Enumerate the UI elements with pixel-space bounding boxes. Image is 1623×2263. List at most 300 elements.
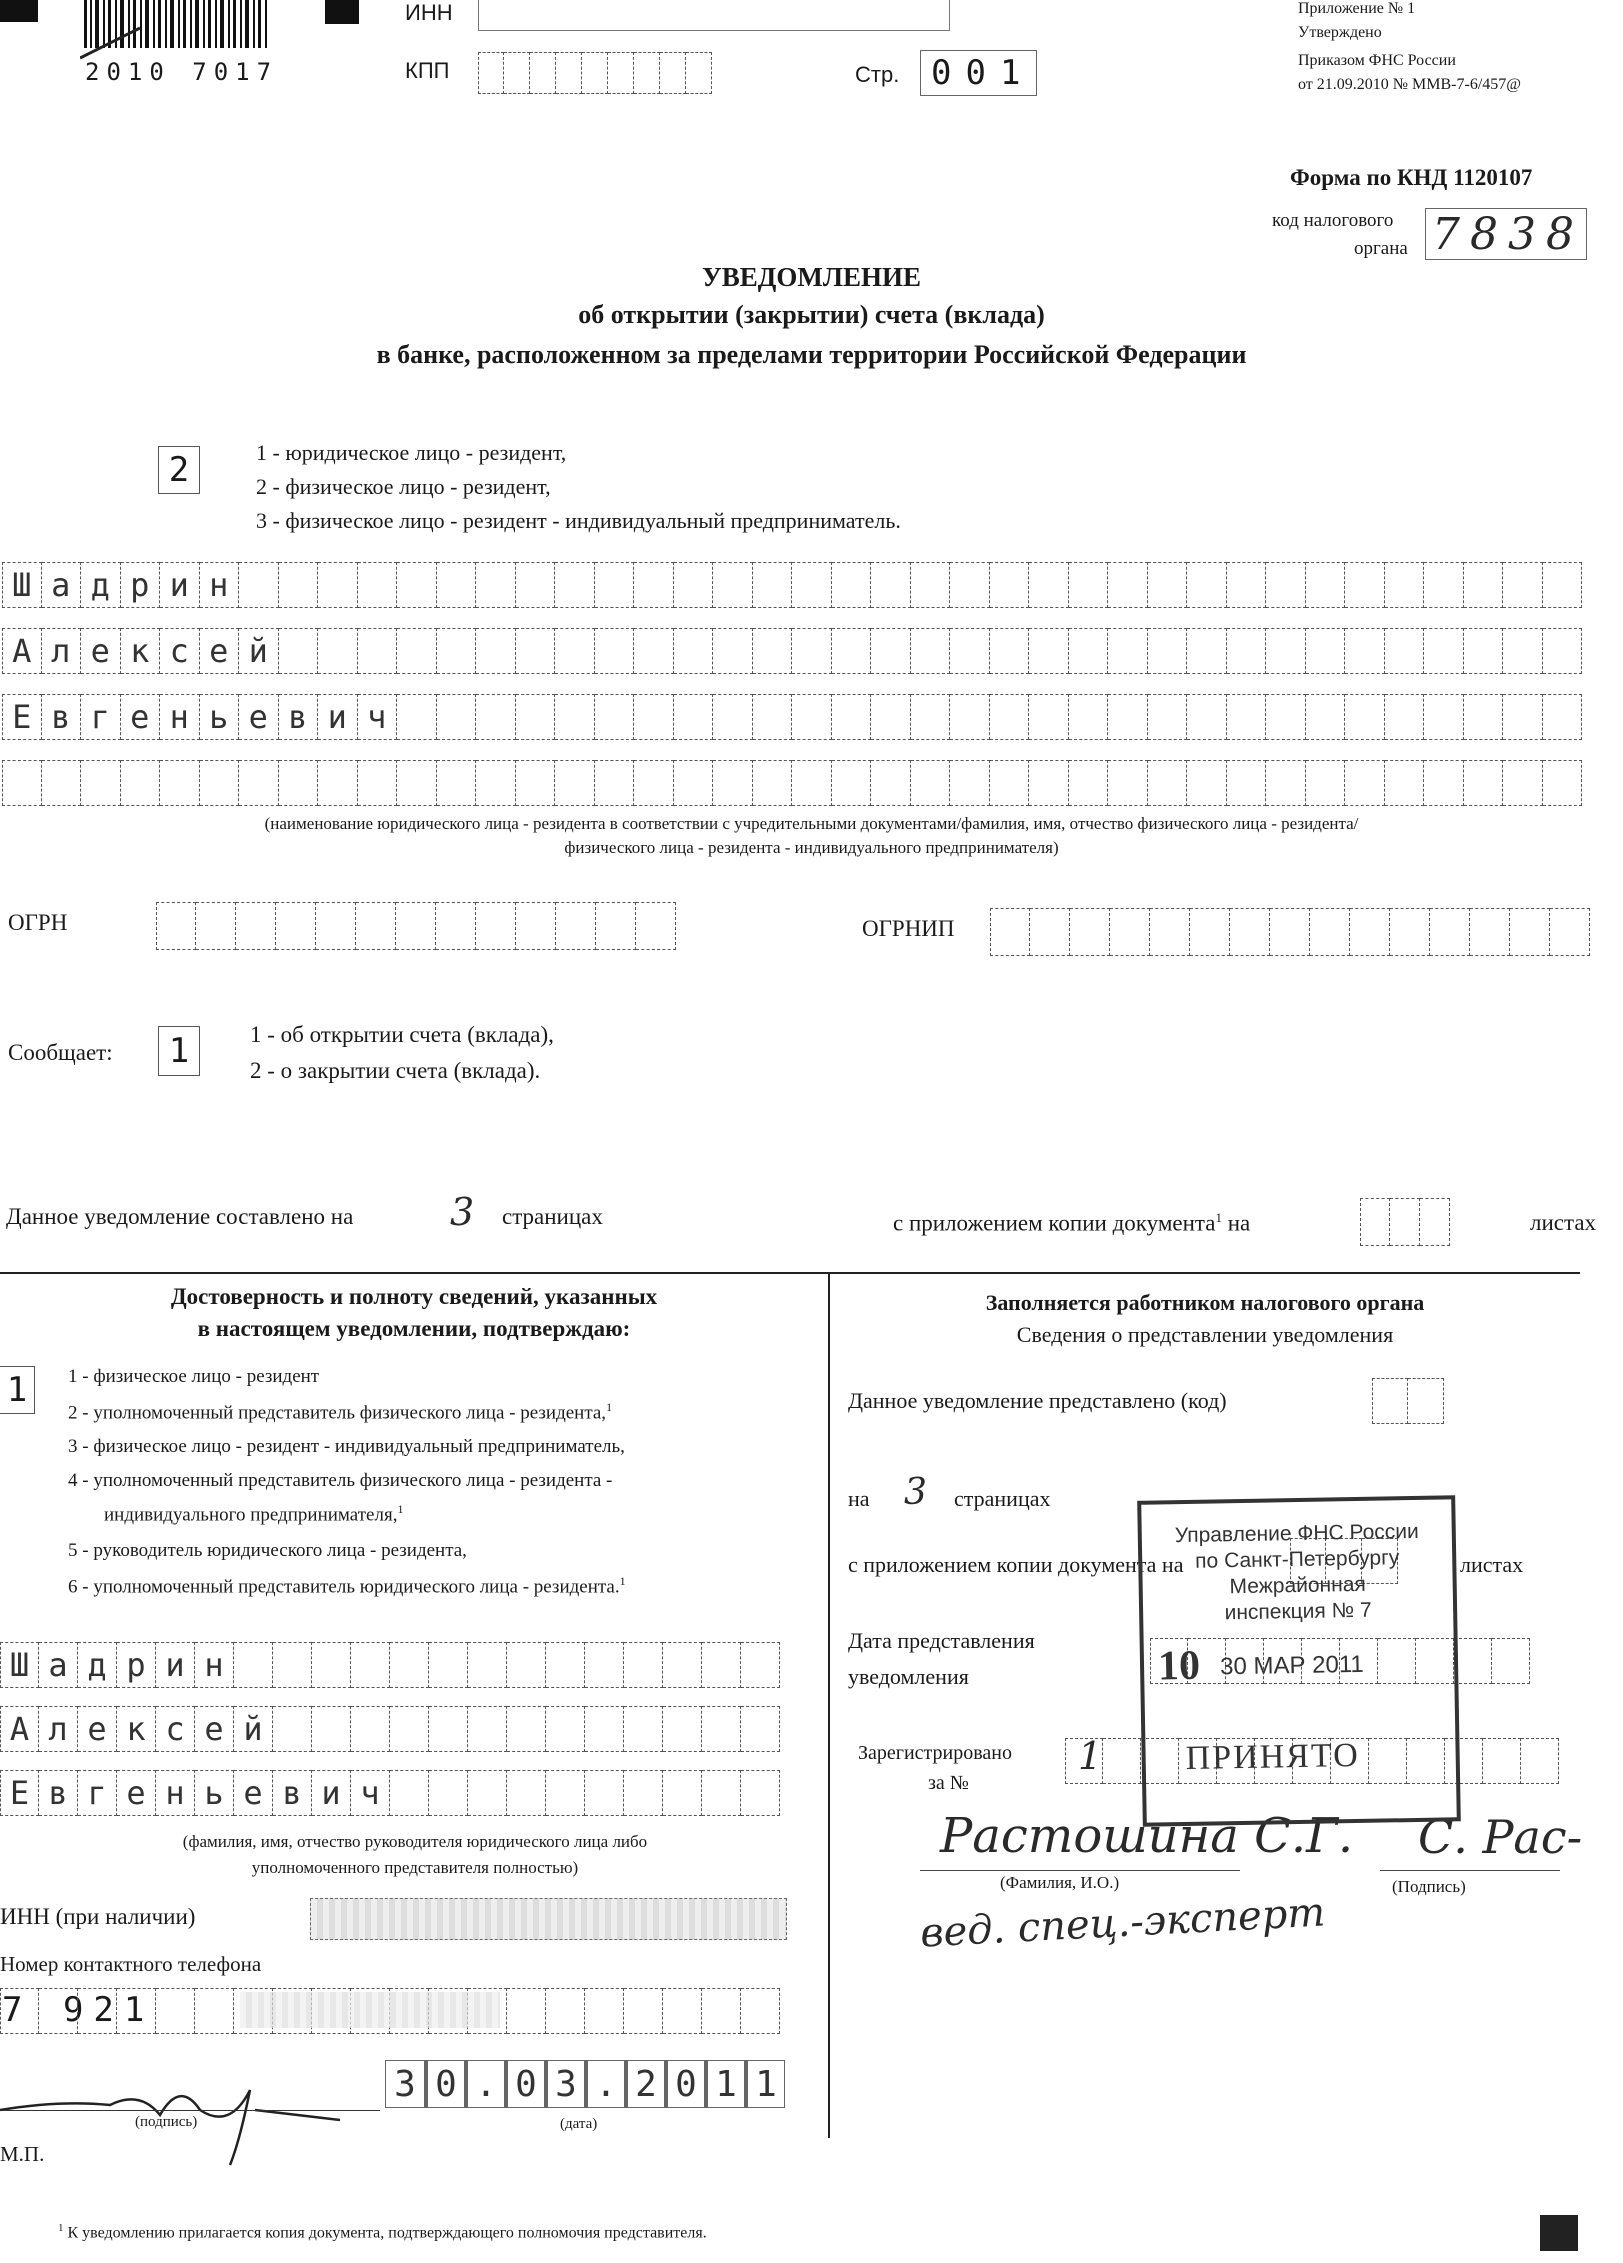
confirm-name-row-cell: [546, 1706, 585, 1752]
phone-cell: [117, 1988, 156, 2034]
name-row-cell: [871, 694, 911, 740]
tax-office-reg-value[interactable]: 1: [1078, 1734, 1103, 1778]
ogrn-cell: [276, 902, 316, 950]
name-row-cell: [713, 562, 753, 608]
stamp-line-4: инспекция № 7: [1224, 1598, 1372, 1625]
ogrn-cell: [316, 902, 356, 950]
name-row-cell: [1385, 628, 1425, 674]
confirm-option-4: 4 - уполномоченный представитель физического лица - резидента -: [68, 1470, 613, 1491]
attach-sheets-field[interactable]: [1360, 1198, 1450, 1246]
name-row-cell: [753, 760, 793, 806]
confirm-name-row-cell: [351, 1642, 390, 1688]
pages-value[interactable]: 3: [450, 1190, 475, 1234]
tax-office-fio-caption: (Фамилия, И.О.): [1000, 1873, 1120, 1892]
name-row-cell: [911, 694, 951, 740]
confirm-option-6-sup: 1: [619, 1574, 626, 1588]
confirm-option-4b: [104, 1502, 403, 1526]
date-cell: 2: [625, 2060, 665, 2108]
tax-office-reg-label-1: Зарегистрировано: [858, 1742, 1013, 1764]
confirm-name-row-cell: н: [156, 1770, 195, 1816]
confirm-name-row-cell: [663, 1642, 702, 1688]
confirm-option-6-text: 6 - уполномоченный представитель юридического лица - резидента.: [68, 1576, 620, 1598]
fio-caption-2: уполномоченного представителя полностью): [251, 1858, 579, 1877]
confirm-option-4b-text: индивидуального предпринимателя,: [104, 1504, 398, 1526]
phone-label: Номер контактного телефона: [0, 1952, 262, 1976]
confirm-name-row-cell: и: [156, 1642, 195, 1688]
name-row[interactable]: [2, 628, 1582, 674]
name-row-cell: [358, 628, 398, 674]
name-row-cell: [239, 760, 279, 806]
name-row-cell: [2, 760, 42, 806]
ogrnip-cell: [1030, 908, 1070, 956]
name-row-cell: [1503, 562, 1543, 608]
name-row-cell: [911, 628, 951, 674]
ogrnip-cell: [1350, 908, 1390, 956]
name-row-cell: [1266, 760, 1306, 806]
date-cell: .: [585, 2060, 625, 2108]
name-row-cell: [792, 694, 832, 740]
name-row-cell: [990, 760, 1030, 806]
name-row-cell: [990, 694, 1030, 740]
ogrnip-cell: [990, 908, 1030, 956]
signature-caption: (подпись): [135, 2114, 198, 2130]
ogrn-cell: [436, 902, 476, 950]
confirm-name-row-cell: [663, 1770, 702, 1816]
name-row-cell: [1424, 562, 1464, 608]
ogrn-cell: [156, 902, 196, 950]
stamp-line-2: по Санкт-Петербургу: [1194, 1546, 1400, 1573]
kpp-field[interactable]: [478, 52, 712, 94]
phone-cell: [195, 1988, 234, 2034]
ogrn-cell: [596, 902, 636, 950]
confirm-option-5: 5 - руководитель юридического лица - резидента,: [68, 1540, 467, 1561]
ogrn-cell: [196, 902, 236, 950]
name-row-cell: [1148, 562, 1188, 608]
tax-date-cell: [1492, 1638, 1530, 1684]
date-cell: 1: [705, 2060, 745, 2108]
name-row-cell: [950, 760, 990, 806]
name-row-cell: [279, 628, 319, 674]
tax-office-fio-line: [920, 1870, 1240, 1871]
confirm-name-row-cell: к: [117, 1706, 156, 1752]
form-code: Форма по КНД 1120107: [1290, 165, 1533, 190]
name-row-cell: [634, 694, 674, 740]
stamp-line-1: Управление ФНС России: [1174, 1519, 1419, 1548]
confirm-name-row-cell: е: [78, 1706, 117, 1752]
phone-redacted: [240, 1992, 500, 2028]
inn-label: ИНН: [405, 0, 453, 25]
barcode-bars: [80, 0, 280, 60]
tax-code-label-1: код налогового: [1272, 210, 1394, 231]
name-row-cell: [674, 694, 714, 740]
name-row-cell: [358, 562, 398, 608]
name-row-cell: [871, 628, 911, 674]
barcode-number: 2010 7017: [85, 58, 279, 86]
confirm-option-2-sup: 1: [606, 1400, 613, 1414]
confirm-name-row-cell: [507, 1706, 546, 1752]
confirm-name-row-cell: [741, 1706, 780, 1752]
name-row-cell: [1306, 760, 1346, 806]
name-row-cell: [437, 760, 477, 806]
name-row-cell: [1148, 628, 1188, 674]
name-row-cell: [397, 760, 437, 806]
taxpayer-type-option-1: 1 - юридическое лицо - резидент,: [256, 440, 567, 465]
name-row-cell: [318, 562, 358, 608]
name-row-cell: [1108, 760, 1148, 806]
confirm-name-row-cell: [507, 1770, 546, 1816]
name-row-cell: ч: [358, 694, 398, 740]
confirm-name-row-cell: [390, 1770, 429, 1816]
stamp-day: 10: [1157, 1642, 1201, 1690]
name-row-cell: [516, 628, 556, 674]
name-row-cell: [1306, 628, 1346, 674]
name-row-cell: Е: [2, 694, 42, 740]
name-row-cell: [990, 628, 1030, 674]
confirm-name-row-cell: е: [234, 1770, 273, 1816]
name-row-cell: [42, 760, 82, 806]
tax-office-sheets-label: листах: [1460, 1552, 1524, 1577]
name-row-cell: [871, 562, 911, 608]
name-row-cell: и: [160, 562, 200, 608]
name-row-cell: [516, 562, 556, 608]
reports-label: Сообщает:: [8, 1040, 113, 1065]
confirm-name-row-cell: [741, 1642, 780, 1688]
name-row-cell: с: [160, 628, 200, 674]
phone-cell: [663, 1988, 702, 2034]
name-row-cell: [1385, 562, 1425, 608]
name-row-cell: е: [239, 694, 279, 740]
name-row-cell: [476, 562, 516, 608]
ogrnip-cell: [1230, 908, 1270, 956]
phone-cell: [546, 1988, 585, 2034]
confirm-inn-label: ИНН (при наличии): [0, 1904, 196, 1929]
name-row-cell: к: [121, 628, 161, 674]
name-row-cell: [595, 628, 635, 674]
confirm-name-row-cell: д: [78, 1642, 117, 1688]
confirm-name-row-cell: [234, 1642, 273, 1688]
confirm-name-row-cell: в: [273, 1770, 312, 1816]
name-row-cell: [911, 760, 951, 806]
name-row-cell: д: [81, 562, 121, 608]
name-row-cell: [832, 694, 872, 740]
barcode: [80, 0, 280, 60]
ogrnip-cell: [1550, 908, 1590, 956]
name-row-cell: [674, 562, 714, 608]
name-row-cell: е: [121, 694, 161, 740]
phone-cell: [156, 1988, 195, 2034]
tax-office-pages-value[interactable]: 3: [904, 1472, 927, 1513]
name-row-cell: [832, 628, 872, 674]
name-row-cell: [792, 760, 832, 806]
attach-label-text: с приложением копии документа: [893, 1210, 1216, 1236]
name-row-cell: [595, 694, 635, 740]
confirm-name-row-cell: е: [117, 1770, 156, 1816]
name-row-cell: [397, 628, 437, 674]
name-row-cell: [1108, 562, 1148, 608]
confirm-name-row-cell: е: [195, 1706, 234, 1752]
phone-cell: [741, 1988, 780, 2034]
tax-office-attach-label: с приложением копии документа на: [848, 1552, 1184, 1577]
name-row-cell: в: [279, 694, 319, 740]
signature-line: [0, 2110, 380, 2111]
reports-option-1: 1 - об открытии счета (вклада),: [250, 1022, 554, 1047]
ogrnip-cell: [1390, 908, 1430, 956]
taxpayer-type-value[interactable]: 2: [158, 446, 200, 494]
reports-option-2: 2 - о закрытии счета (вклада).: [250, 1058, 541, 1083]
phone-cell: [585, 1988, 624, 2034]
title-line-1: УВЕДОМЛЕНИЕ: [701, 262, 922, 292]
phone-cell: [702, 1988, 741, 2034]
name-row-cell: [911, 562, 951, 608]
ogrnip-cell: [1470, 908, 1510, 956]
confirm-option-3: 3 - физическое лицо - резидент - индивидуальный предприниматель,: [68, 1436, 625, 1457]
name-row-cell: [476, 694, 516, 740]
ogrnip-cell: [1430, 908, 1470, 956]
confirm-name-row-cell: [546, 1642, 585, 1688]
pages-label-after: страницах: [502, 1204, 603, 1229]
name-row-cell: [1385, 694, 1425, 740]
name-row-cell: г: [81, 694, 121, 740]
name-row-cell: [1187, 760, 1227, 806]
name-row-cell: [555, 628, 595, 674]
tax-office-heading: Заполняется работником налогового органа: [985, 1290, 1425, 1315]
name-row-cell: в: [42, 694, 82, 740]
name-row-cell: [318, 760, 358, 806]
ogrn-cell: [356, 902, 396, 950]
name-row-cell: [1543, 562, 1583, 608]
name-row-cell: [832, 562, 872, 608]
name-row-cell: [437, 694, 477, 740]
tax-office-handwritten-name: Растошина С.Г.: [940, 1808, 1354, 1864]
confirm-name-row[interactable]: [0, 1706, 780, 1752]
name-row-cell: [279, 562, 319, 608]
name-row-cell: [950, 694, 990, 740]
tax-office-subheading: Сведения о представлении уведомления: [1016, 1322, 1394, 1347]
confirm-name-row-cell: [702, 1642, 741, 1688]
name-row-cell: [990, 562, 1030, 608]
name-row-cell: [1345, 694, 1385, 740]
ogrn-cell: [636, 902, 676, 950]
name-row-cell: [1266, 694, 1306, 740]
name-row-cell: [1543, 628, 1583, 674]
confirm-name-row-cell: и: [312, 1770, 351, 1816]
ogrnip-cell: [1510, 908, 1550, 956]
name-row-cell: [832, 760, 872, 806]
confirm-name-row-cell: [663, 1706, 702, 1752]
confirm-name-row-cell: [312, 1706, 351, 1752]
name-row-cell: [1029, 628, 1069, 674]
ogrnip-cell: [1110, 908, 1150, 956]
corner-marker-top: [325, 0, 359, 24]
name-row-cell: [555, 562, 595, 608]
kpp-label: КПП: [405, 58, 450, 83]
confirm-name-row-cell: [390, 1706, 429, 1752]
name-row-cell: Ш: [2, 562, 42, 608]
phone-cell: [624, 1988, 663, 2034]
name-row-cell: [397, 694, 437, 740]
footnote-text: К уведомлению прилагается копия документа, подтверждающего полномочия представителя.: [67, 2224, 707, 2242]
name-row-cell: [516, 760, 556, 806]
ogrn-field[interactable]: [156, 902, 676, 950]
date-cell: 1: [745, 2060, 785, 2108]
confirm-option-6: [68, 1574, 626, 1598]
name-row-cell: [1069, 760, 1109, 806]
name-row-cell: [1503, 628, 1543, 674]
name-row-cell: [753, 562, 793, 608]
confirm-name-row-cell: [585, 1642, 624, 1688]
stamp-accepted: ПРИНЯТО: [1185, 1736, 1361, 1777]
name-row[interactable]: [2, 760, 1582, 806]
ogrn-cell: [556, 902, 596, 950]
reg-cell: [1483, 1738, 1521, 1784]
sheets-label: листах: [1530, 1210, 1597, 1235]
name-row-cell: [634, 628, 674, 674]
name-row-cell: [1543, 760, 1583, 806]
date-caption: (дата): [560, 2116, 598, 2132]
name-row-cell: [1108, 694, 1148, 740]
phone-cell: [39, 1988, 78, 2034]
confirm-name-row-cell: [585, 1770, 624, 1816]
confirm-name-row-cell: [351, 1706, 390, 1752]
name-row-cell: [476, 760, 516, 806]
confirm-name-row[interactable]: [0, 1770, 780, 1816]
pages-label-before: Данное уведомление составлено на: [6, 1204, 354, 1229]
name-row-cell: [200, 760, 240, 806]
stamp-line-3: Межрайонная: [1229, 1572, 1366, 1599]
confirm-name-row-cell: [702, 1770, 741, 1816]
tax-office-sign-caption: (Подпись): [1392, 1877, 1466, 1896]
name-row-cell: [279, 760, 319, 806]
ogrn-cell: [236, 902, 276, 950]
confirm-name-row[interactable]: [0, 1642, 780, 1688]
date-cell: 3: [385, 2060, 425, 2108]
attach-sup: 1: [1215, 1210, 1222, 1225]
confirm-name-row-cell: л: [39, 1706, 78, 1752]
name-row-cell: [1345, 628, 1385, 674]
name-row-cell: [1148, 694, 1188, 740]
confirm-value[interactable]: 1: [0, 1366, 35, 1414]
confirm-name-row-cell: р: [117, 1642, 156, 1688]
name-row-cell: [1306, 562, 1346, 608]
fio-caption-1: (фамилия, имя, отчество руководителя юридического лица либо: [182, 1832, 648, 1851]
taxpayer-type-option-3: 3 - физическое лицо - резидент - индивидуальный предприниматель.: [256, 508, 901, 533]
confirm-inn-field[interactable]: [310, 1898, 787, 1940]
name-row-cell: л: [42, 628, 82, 674]
confirm-option-4b-sup: 1: [397, 1502, 404, 1516]
confirm-option-2-text: 2 - уполномоченный представитель физического лица - резидента,: [68, 1402, 607, 1424]
mp-label: М.П.: [0, 2142, 45, 2166]
name-row-cell: [397, 562, 437, 608]
name-row-cell: [437, 562, 477, 608]
ogrnip-field[interactable]: [990, 908, 1590, 956]
confirm-name-row-cell: [468, 1706, 507, 1752]
name-row-cell: [516, 694, 556, 740]
title-line-3: в банке, расположенном за пределами территории Российской Федерации: [376, 340, 1247, 369]
ogrnip-cell: [1070, 908, 1110, 956]
name-row-cell: [1464, 628, 1504, 674]
name-row-cell: [792, 562, 832, 608]
confirm-name-row-cell: [702, 1706, 741, 1752]
name-row-cell: [950, 628, 990, 674]
name-row-cell: [1503, 760, 1543, 806]
confirm-name-row-cell: [273, 1642, 312, 1688]
title-line-2: об открытии (закрытии) счета (вклада): [578, 300, 1045, 329]
tax-code-label-2: органа: [1354, 238, 1408, 259]
name-row-cell: [1069, 562, 1109, 608]
ogrnip-label: ОГРНИП: [862, 916, 955, 941]
confirm-name-row-cell: [507, 1642, 546, 1688]
confirm-name-row-cell: й: [234, 1706, 273, 1752]
name-row-cell: [555, 760, 595, 806]
section-divider-vertical: [828, 1272, 830, 2138]
date-field[interactable]: [385, 2060, 785, 2108]
approval-line-2: Утверждено: [1298, 24, 1382, 41]
name-row-cell: [1029, 694, 1069, 740]
name-row-cell: а: [42, 562, 82, 608]
confirm-heading-2: в настоящем уведомлении, подтверждаю:: [197, 1316, 631, 1341]
name-caption-2: физического лица - резидента - индивидуального предпринимателя): [564, 838, 1059, 857]
name-row-cell: [1029, 562, 1069, 608]
confirm-name-row-cell: ч: [351, 1770, 390, 1816]
confirm-name-row-cell: в: [39, 1770, 78, 1816]
name-row-cell: [1306, 694, 1346, 740]
ogrnip-cell: [1150, 908, 1190, 956]
confirm-name-row-cell: г: [78, 1770, 117, 1816]
name-row-cell: [1227, 694, 1267, 740]
section-divider-horizontal: [0, 1272, 1580, 1274]
confirm-name-row-cell: [429, 1770, 468, 1816]
tax-office-code-field[interactable]: [1372, 1378, 1444, 1424]
ogrnip-cell: [1190, 908, 1230, 956]
reports-value[interactable]: 1: [158, 1026, 200, 1076]
footnote-sup: 1: [58, 2222, 64, 2234]
corner-marker-bottom-right: [1540, 2215, 1578, 2251]
inn-field[interactable]: [478, 0, 950, 31]
date-cell: .: [465, 2060, 505, 2108]
name-row-cell: [1424, 628, 1464, 674]
attach-label: [893, 1210, 1250, 1237]
phone-prefix: 7 921: [2, 1990, 155, 2030]
name-row-cell: р: [121, 562, 161, 608]
confirm-name-row-cell: [429, 1642, 468, 1688]
name-row-cell: [634, 760, 674, 806]
name-row[interactable]: [2, 562, 1582, 608]
name-row-cell: [634, 562, 674, 608]
approval-line-3: Приказом ФНС России: [1298, 52, 1456, 69]
name-row-cell: А: [2, 628, 42, 674]
tax-code-value[interactable]: 7838: [1425, 208, 1587, 260]
name-row-cell: и: [318, 694, 358, 740]
ogrnip-cell: [1310, 908, 1350, 956]
name-row-cell: [674, 628, 714, 674]
reg-cell: [1103, 1738, 1141, 1784]
name-row[interactable]: [2, 694, 1582, 740]
tax-office-handwritten-position: вед. спец.-эксперт: [919, 1889, 1327, 1957]
name-row-cell: [713, 760, 753, 806]
name-row-cell: [1029, 760, 1069, 806]
name-row-cell: ь: [200, 694, 240, 740]
name-row-cell: [595, 562, 635, 608]
phone-cell: [507, 1988, 546, 2034]
confirm-name-row-cell: [468, 1770, 507, 1816]
name-row-cell: [1543, 694, 1583, 740]
name-row-cell: й: [239, 628, 279, 674]
date-cell: 0: [505, 2060, 545, 2108]
name-row-cell: [1227, 628, 1267, 674]
name-row-cell: [239, 562, 279, 608]
date-cell: 3: [545, 2060, 585, 2108]
stamp-date: 30 МАР 2011: [1219, 1650, 1364, 1681]
